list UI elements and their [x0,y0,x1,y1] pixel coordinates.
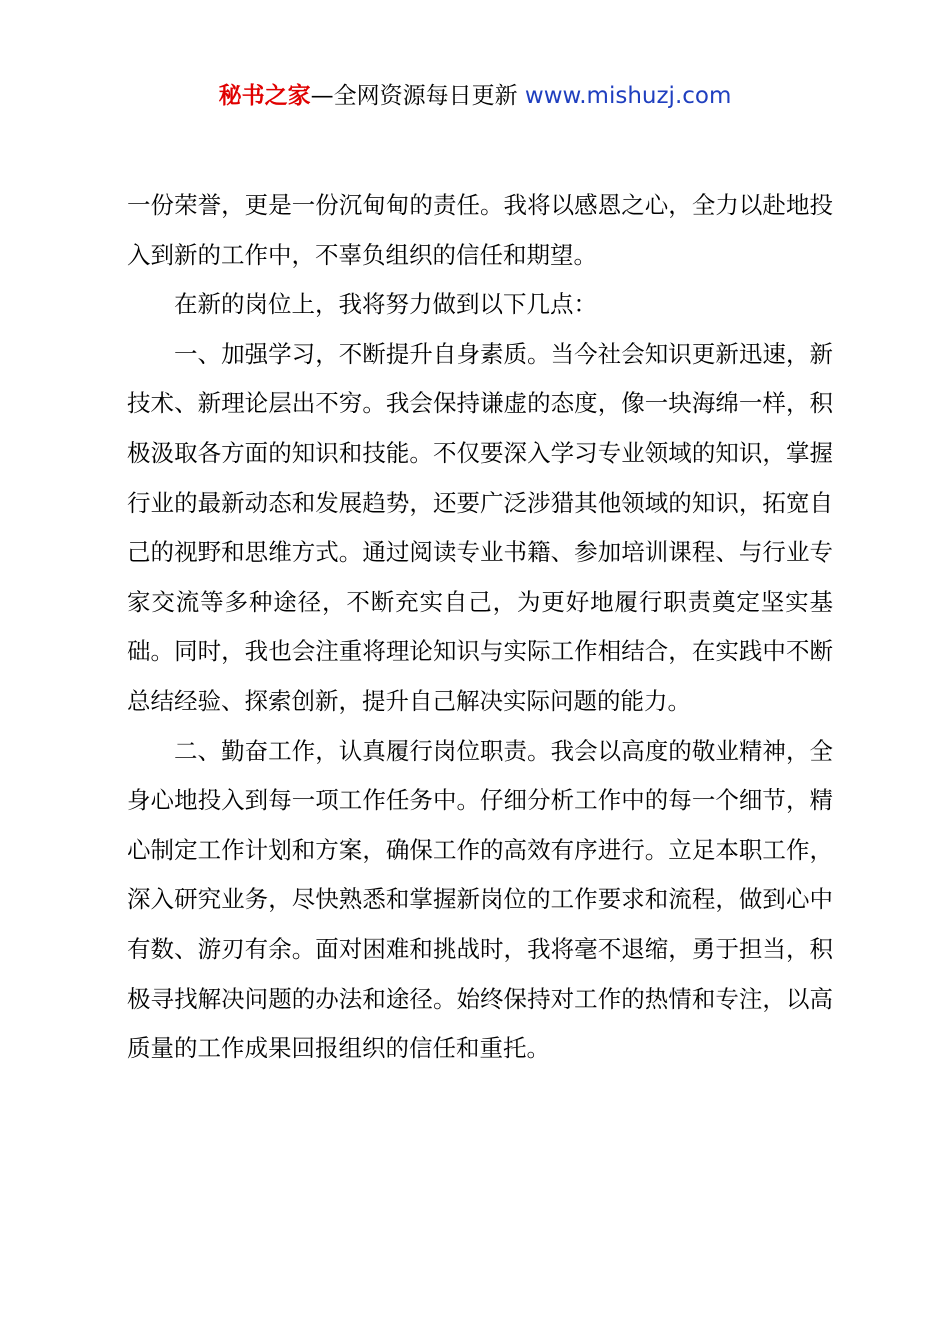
header-slogan: —全网资源每日更新 [310,83,518,109]
brand-name: 秘书之家 [218,83,311,109]
header-url-link[interactable]: www.mishuzj.com [524,83,732,109]
paragraph-point-two: 二、勤奋工作，认真履行岗位职责。我会以高度的敬业精神，全身心地投入到每一项工作任务中。仔细分析工作中的每一个细节，精心制定工作计划和方案，确保工作的高效有序进行。立足本职工作，深入研究业务，尽快熟悉和掌握新岗位的工作要求和流程，做到心中有数、游刃有余。面对困难和挑战时，我将毫不退缩，勇于担当，积极寻找解决问题的办法和途径。始终保持对工作的热情和专注，以高质量的工作成果回报组织的信任和重托。 [127,736,833,1063]
document-body [127,181,833,1074]
paragraph-intro: 在新的岗位上，我将努力做到以下几点： [174,290,597,319]
paragraph-point-one: 一、加强学习，不断提升自身素质。当今社会知识更新迅速，新技术、新理论层出不穷。我会保持谦虚的态度，像一块海绵一样，积极汲取各方面的知识和技能。不仅要深入学习专业领域的知识，掌握行业的最新动态和发展趋势，还要广泛涉猎其他领域的知识，拓宽自己的视野和思维方式。通过阅读专业书籍、参加培训课程、与行业专家交流等多种途径，不断充实自己，为更好地履行职责奠定坚实基础。同时，我也会注重将理论知识与实际工作相结合，在实践中不断总结经验、探索创新，提升自己解决实际问题的能力。 [127,339,833,715]
paragraph-continuation: 一份荣誉，更是一份沉甸甸的责任。我将以感恩之心，全力以赴地投入到新的工作中，不辜负组织的信任和期望。 [127,191,833,269]
page-header [0,80,950,112]
